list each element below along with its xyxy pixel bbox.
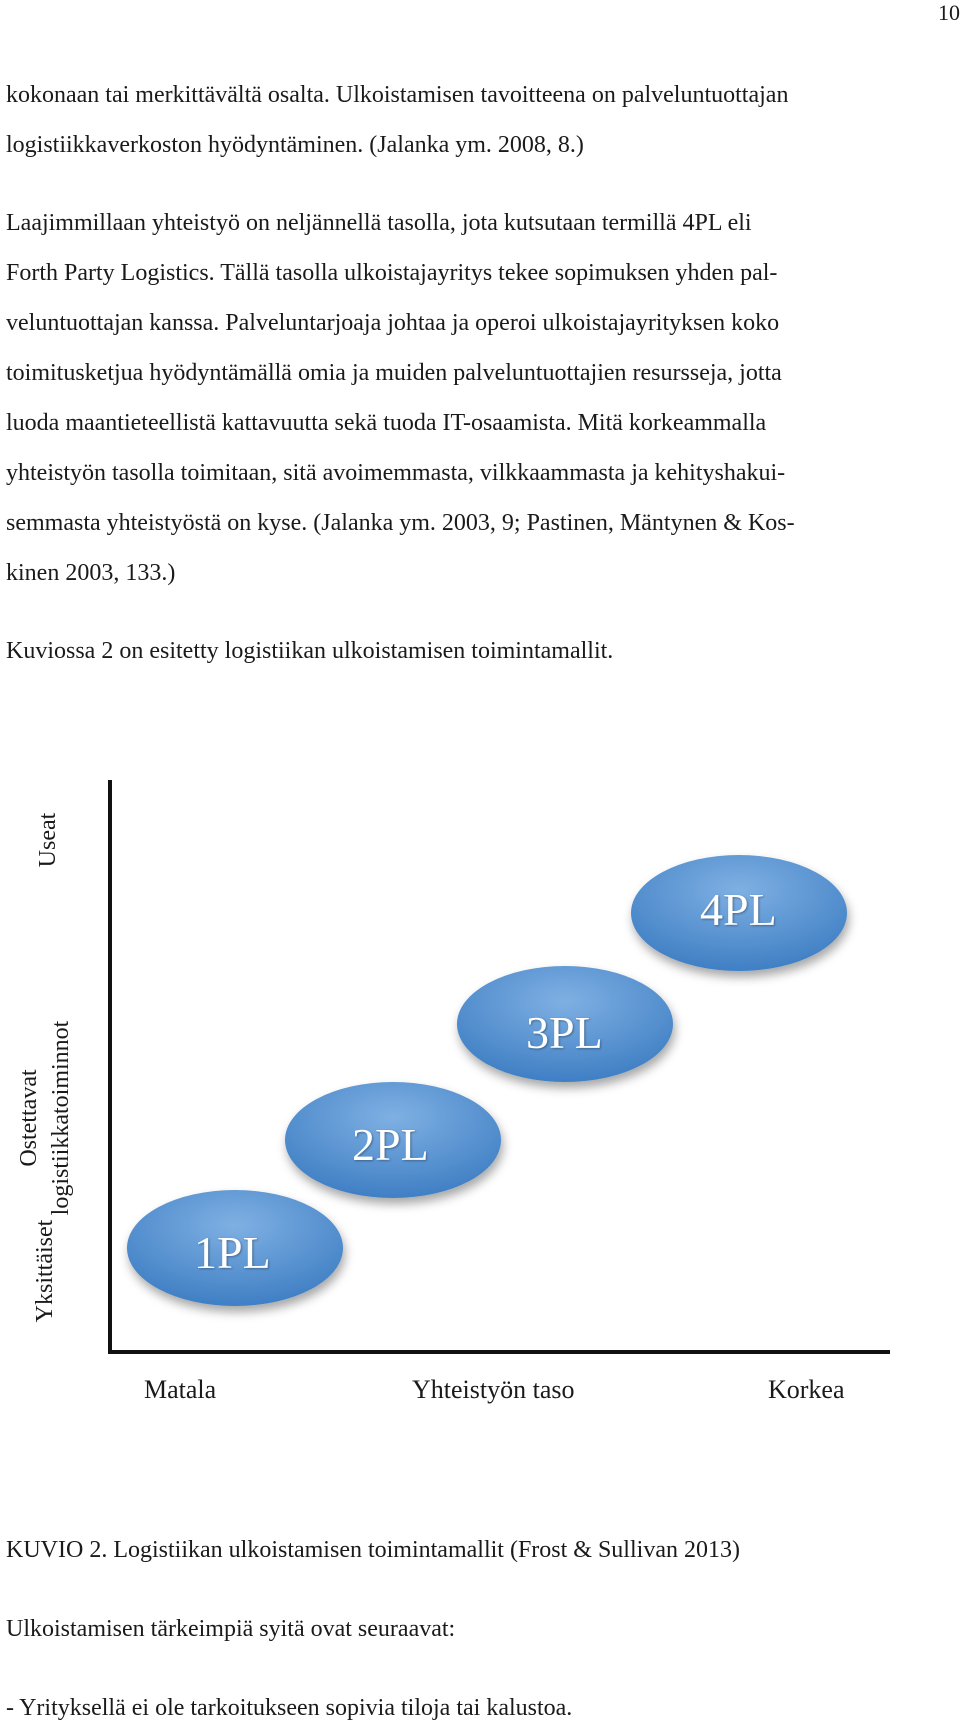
x-axis-label-high: Korkea bbox=[768, 1375, 845, 1404]
x-axis-label-low: Matala bbox=[144, 1375, 217, 1404]
figure-graphic bbox=[0, 760, 960, 1440]
level-label-3pl: 3PL bbox=[526, 1007, 603, 1058]
outsourcing-models-figure bbox=[0, 760, 960, 1440]
x-axis-title: Yhteistyön taso bbox=[412, 1375, 575, 1404]
level-label-4pl: 4PL bbox=[700, 884, 777, 935]
level-label-2pl: 2PL bbox=[352, 1119, 429, 1170]
text-line: logistiikkaverkoston hyödyntäminen. (Jalanka ym. 2008, 8.) bbox=[6, 132, 584, 158]
y-axis-label-middle-line1: Ostettavat bbox=[16, 1069, 42, 1167]
y-axis-label-middle-line2: logistiikkatoiminnot bbox=[48, 1020, 74, 1216]
paragraph-2 bbox=[6, 198, 954, 598]
paragraph-3 bbox=[6, 626, 954, 676]
text-line: semmasta yhteistyöstä on kyse. (Jalanka ym. 2003, 9; Pastinen, Mäntynen & Kos- bbox=[6, 510, 795, 536]
paragraph-1 bbox=[6, 70, 954, 170]
page-number: 10 bbox=[938, 0, 960, 25]
text-line: Laajimmillaan yhteistyö on neljännellä tasolla, jota kutsutaan termillä 4PL eli bbox=[6, 210, 752, 236]
level-label-1pl: 1PL bbox=[194, 1227, 271, 1278]
y-axis-label-top: Useat bbox=[35, 812, 61, 868]
text-line: Kuviossa 2 on esitetty logistiikan ulkoistamisen toimintamallit. bbox=[6, 638, 614, 664]
text-line: luoda maantieteellistä kattavuutta sekä tuoda IT-osaamista. Mitä korkeammalla bbox=[6, 410, 767, 436]
text-line: yhteistyön tasolla toimitaan, sitä avoimemmasta, vilkkaammasta ja kehityshakui- bbox=[6, 460, 786, 486]
y-axis-label-bottom: Yksittäiset bbox=[32, 1219, 58, 1323]
figure-caption: KUVIO 2. Logistiikan ulkoistamisen toimintamallit (Frost & Sullivan 2013) bbox=[6, 1537, 740, 1563]
text-line: kinen 2003, 133.) bbox=[6, 560, 176, 586]
text-line: veluntuottajan kanssa. Palveluntarjoaja johtaa ja operoi ulkoistajayrityksen koko bbox=[6, 310, 780, 336]
text-line: Forth Party Logistics. Tällä tasolla ulkoistajayritys tekee sopimuksen yhden pal- bbox=[6, 260, 778, 286]
list-intro: Ulkoistamisen tärkeimpiä syitä ovat seuraavat: bbox=[6, 1616, 456, 1642]
text-line: kokonaan tai merkittävältä osalta. Ulkoistamisen tavoitteena on palveluntuottajan bbox=[6, 82, 789, 108]
list-item: - Yrityksellä ei ole tarkoitukseen sopivia tiloja tai kalustoa. bbox=[6, 1695, 573, 1721]
text-line: toimitusketjua hyödyntämällä omia ja muiden palveluntuottajien resursseja, jotta bbox=[6, 360, 782, 386]
